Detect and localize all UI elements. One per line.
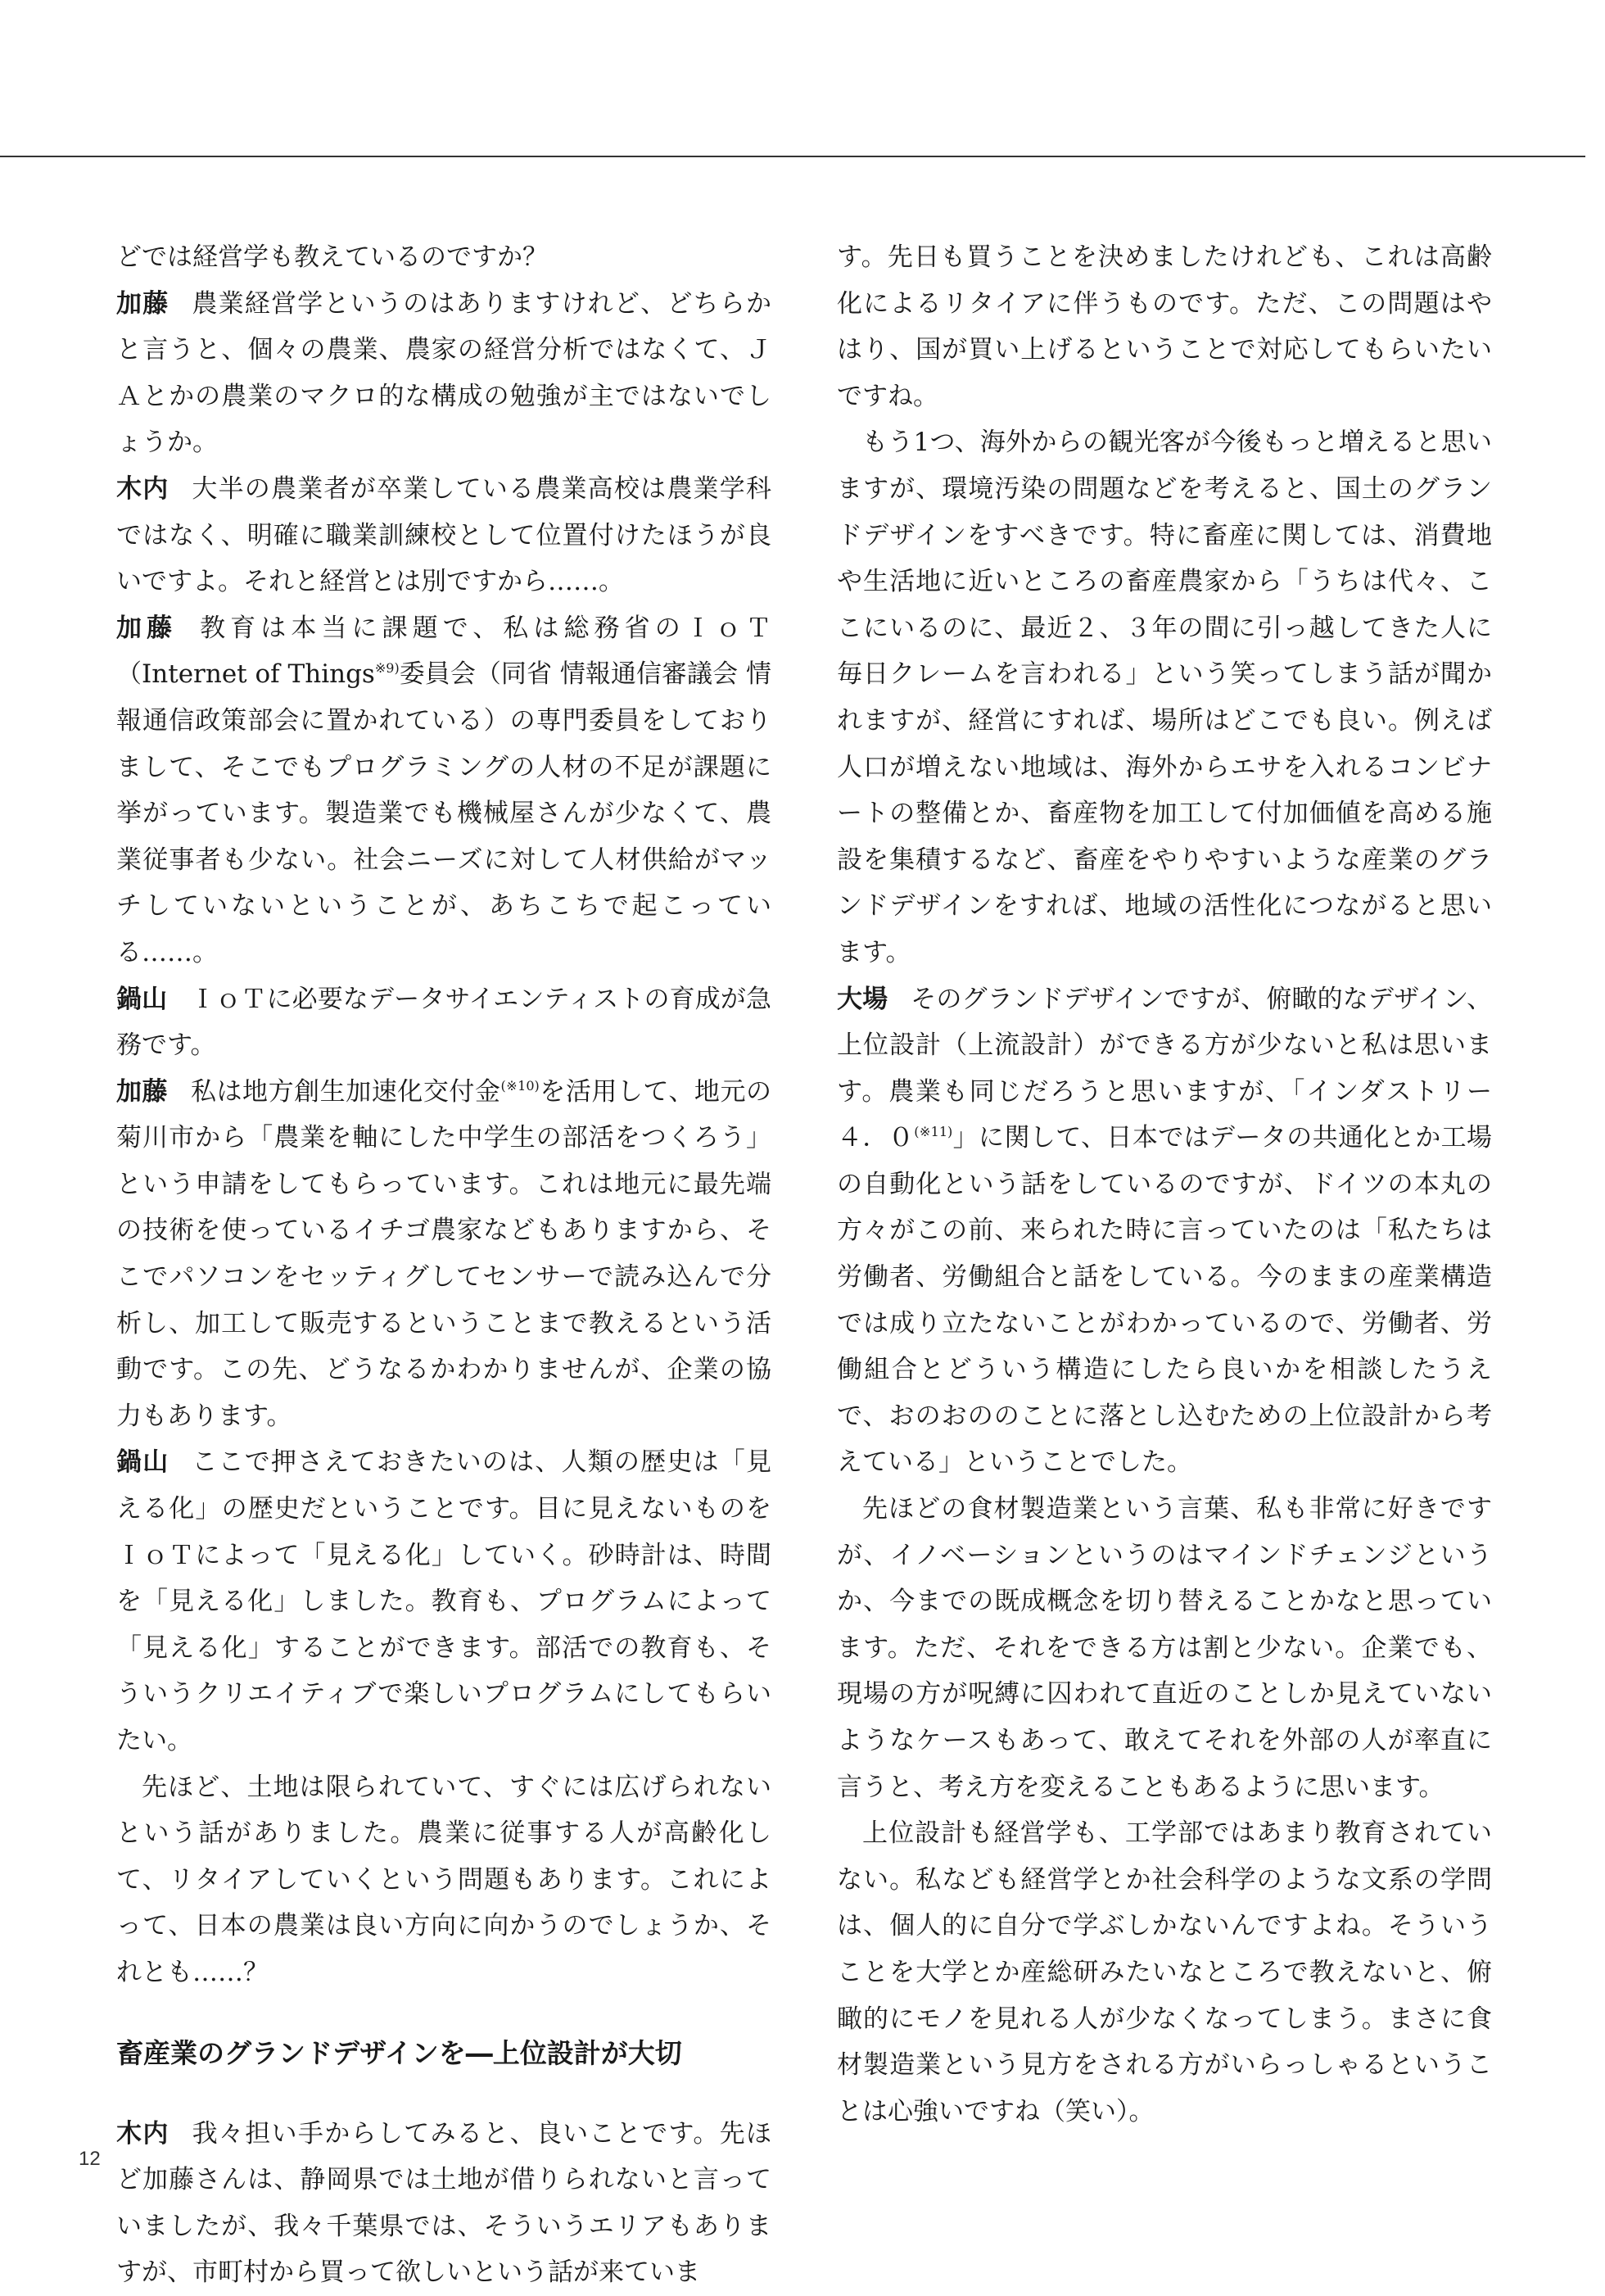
speaker-name: 加藤 [116,288,170,319]
speaker-name: 大場 [837,984,888,1014]
section-heading: 畜産業のグランドデザインを―上位設計が大切 [116,2036,682,2069]
paragraph: もう1つ、海外からの観光客が今後もっと増えると思いますが、環境汚染の問題などを考えると、国土のグランドデザインをすべきです。特に畜産に関しては、消費地や生活地に近いところの畜産農家から「うちは代々、ここにいるのに、最近２、３年の間に引っ越してきた人に毎日クレームを言われる」という笑ってしまう話が聞かれますが、経営にすれば、場所はどこでも良い。例えば人口が増えない地域は、海外からエサを入れるコンビナートの整備とか、畜産物を加工して付加価値を高める施設を集積するなど、畜産をやりやすいような産業のグランドデザインをすれば、地域の活性化につながると思います。 [837,428,1492,967]
paragraph: 先ほどの食材製造業という言葉、私も非常に好きですが、イノベーションというのはマインドチェンジというか、今までの既成概念を切り替えることかなと思っています。ただ、それをできる方は割と少ない。企業でも、現場の方が呪縛に囚われて直近のことしか見えていないようなケースもあって、敢えてそれを外部の人が率直に言うと、考え方を変えることもあるように思います。 [837,1494,1492,1802]
paragraph: どでは経営学も教えているのですか？ [116,242,548,272]
footnote-marker: (※11) [914,1124,953,1140]
header-rule [0,156,1585,157]
footnote-marker: ※9) [374,660,400,677]
page-number: 12 [79,2148,101,2170]
left-column [116,234,771,2296]
paragraph: 木内 大半の農業者が卒業している農業高校は農業学科ではなく、明確に職業訓練校として位置付けたほうが良いですよ。それと経営とは別ですから……。 [116,473,772,597]
paragraph: 鍋山 ここで押さえておきたいのは、人類の歴史は「見える化」の歴史だということです。目に見えないものをＩｏＴによって「見える化」していく。砂時計は、時間を「見える化」しました。教育も、プログラムによって「見える化」することができます。部活での教育も、そういうクリエイティブで楽しいプログラムにしてもらいたい。 [116,1447,772,1755]
speaker-name: 鍋山 [116,984,168,1014]
paragraph: 先ほど、土地は限られていて、すぐには広げられないという話がありました。農業に従事する人が高齢化して、リタイアしていくという問題もあります。これによって、日本の農業は良い方向に向かうのでしょうか、それとも……？ [116,1772,771,1987]
paragraph: 鍋山 ＩｏＴに必要なデータサイエンティストの育成が急務です。 [116,984,771,1061]
speaker-name: 鍋山 [116,1447,170,1478]
speaker-name: 加藤 [116,613,178,643]
paragraph: 加藤 農業経営学というのはありますけれど、どちらかと言うと、個々の農業、農家の経営分析ではなくて、ＪＡとかの農業のマクロ的な構成の勉強が主ではないでしょうか。 [116,288,772,458]
paragraph: 木内 我々担い手からしてみると、良いことです。先ほど加藤さんは、静岡県では土地が借りられないと言っていましたが、我々千葉県では、そういうエリアもありますが、市町村から買って欲しいという話が来ていま [116,2118,771,2288]
paragraph: す。先日も買うことを決めましたけれども、これは高齢化によるリタイアに伴うものです。ただ、この問題はやはり、国が買い上げるということで対応してもらいたいですね。 [837,242,1492,411]
footnote-marker: (※10) [500,1077,540,1094]
paragraph: 加藤 私は地方創生加速化交付金$^{(※10)}$を活用して、地元の菊川市から「農業を軸にした中学生の部活をつくろう」という申請をしてもらっています。これは地元に最先端の技術を使っているイチゴ農家などもありますから、そこでパソコンをセッティグしてセンサーで読み込んで分析し、加工して販売するということまで教えるという活動です。この先、どうなるかわかりませんが、企業の協力もあります。 [116,1076,771,1431]
paragraph: 大場 そのグランドデザインですが、俯瞰的なデザイン、上位設計（上流設計）ができる方が少ないと私は思います。農業も同じだろうと思いますが、「インダストリー４．$0^{(※11)}$」に関して、日本ではデータの共通化とか工場の自動化という話をしているのですが、ドイツの本丸の方々がこの前、来られた時に言っていたのは「私たちは労働者、労働組合と話をしている。今のままの産業構造では成り立たないことがわかっているので、労働者、労働組合とどういう構造にしたら良いかを相談したうえで、おのおののことに落とし込むための上位設計から考えている」ということでした。 [837,984,1492,1478]
paragraph: 上位設計も経営学も、工学部ではあまり教育されていない。私なども経営学とか社会科学のような文系の学問は、個人的に自分で学ぶしかないんですよね。そういうことを大学とか産総研みたいなところで教えないと、俯瞰的にモノを見れる人が少なくなってしまう。まさに食材製造業という見方をされる方がいらっしゃるということは心強いですね（笑い）。 [837,1818,1492,2126]
speaker-name: 加藤 [116,1076,169,1107]
right-column [837,234,1492,2135]
paragraph: 加藤 教育は本当に課題で、私は総務省のＩｏＴ（Internet of Things$^{※9)}$委員会（同省 情報通信審議会 情報通信政策部会に置かれている）の専門委員をしておりまして、そこでもプログラミングの人材の不足が課題に挙がっています。製造業でも機械屋さんが少なくて、農業従事者も少ない。社会ニーズに対して人材供給がマッチしていないということが、あちこちで起こっている……。 [116,613,771,967]
speaker-name: 木内 [116,473,170,504]
speaker-name: 木内 [116,2118,170,2149]
